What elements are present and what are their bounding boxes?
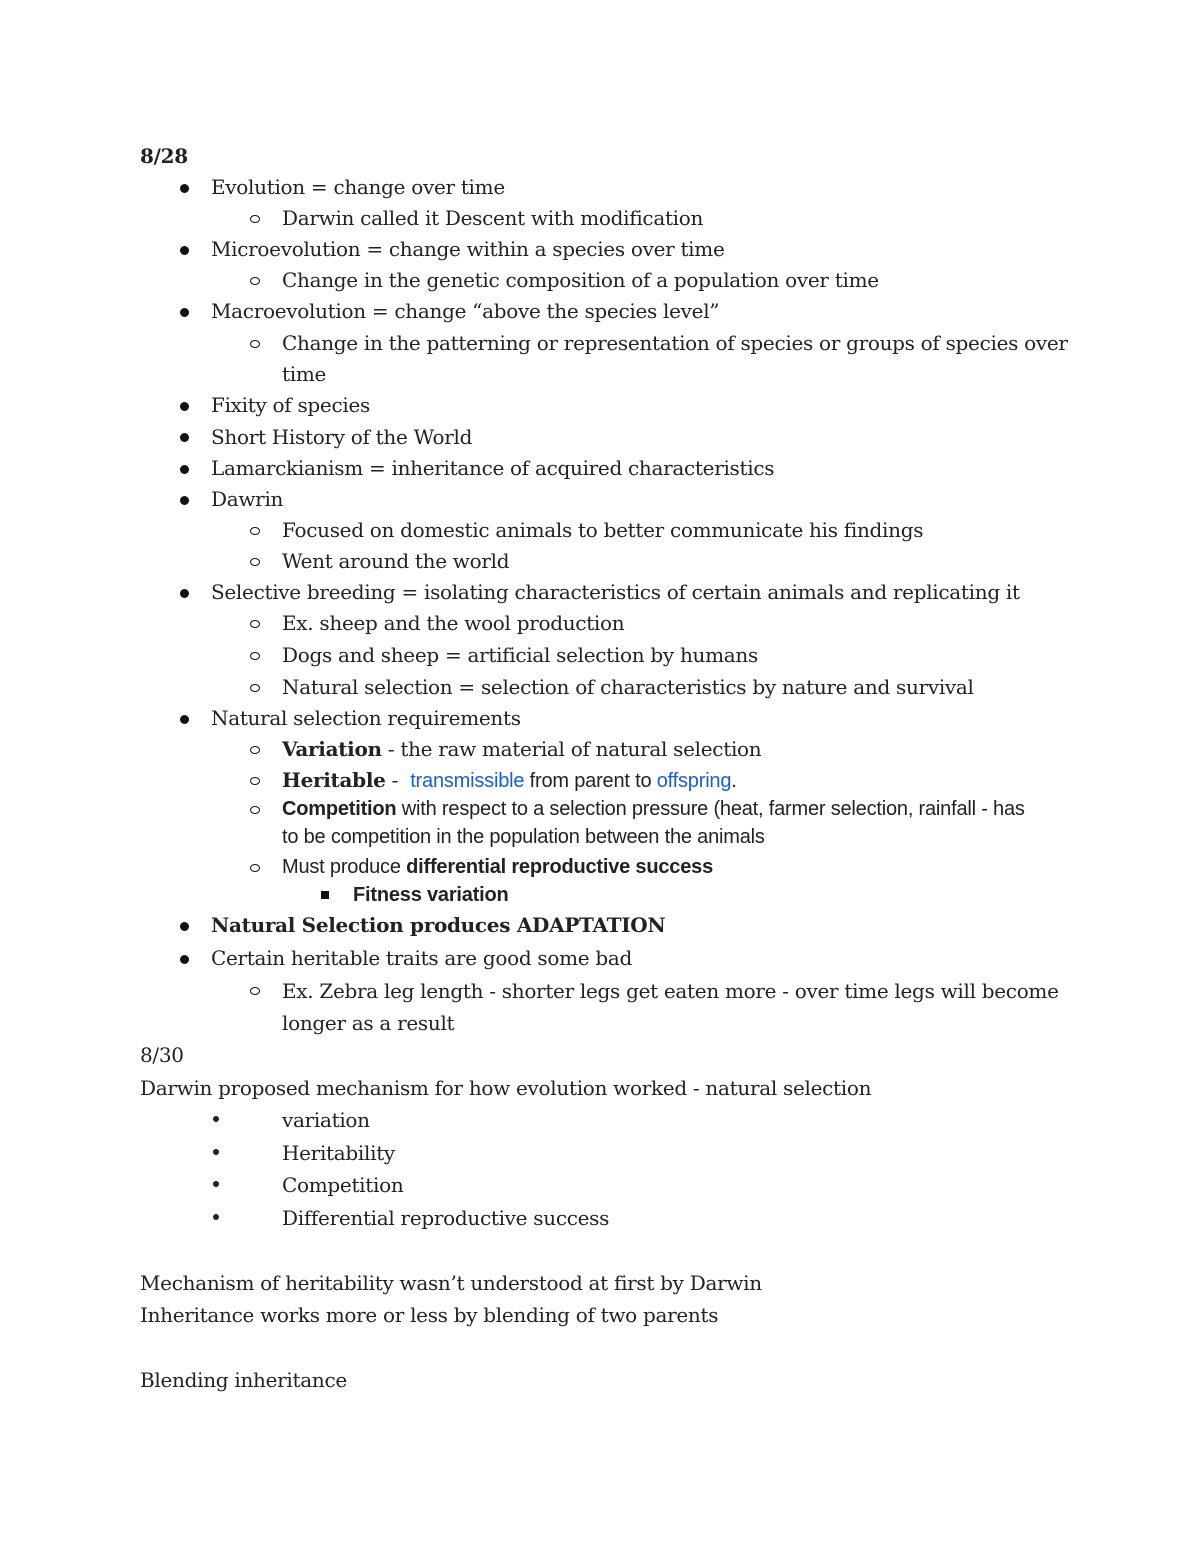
note-microevolution: Microevolution = change within a species over time: [211, 237, 725, 261]
list-item: Differential reproductive success: [282, 1206, 610, 1230]
note-lamarck: Lamarckianism = inheritance of acquired characteristics: [211, 456, 775, 480]
disc-bullet-icon: [180, 496, 189, 505]
note-selective: Selective breeding = isolating characteristics of certain animals and replicating it: [211, 580, 1020, 604]
note-selective-sub2: Dogs and sheep = artificial selection by humans: [282, 643, 758, 667]
req-competition-text: with respect to a selection pressure (heat, farmer selection, rainfall - has: [396, 798, 1025, 820]
dot-bullet-icon: [213, 1181, 219, 1187]
date-heading: 8/30: [140, 1043, 184, 1067]
disc-bullet-icon: [180, 402, 189, 411]
circle-bullet-icon: [250, 806, 260, 814]
note-req-competition: [282, 795, 1025, 823]
req-variation-text: - the raw material of natural selection: [381, 737, 762, 761]
note-heritable-traits: Certain heritable traits are good some bad: [211, 946, 633, 970]
req-heritable-dash: -: [385, 768, 405, 792]
note-zebra: Ex. Zebra leg length - shorter legs get eaten more - over time legs will become: [282, 979, 1059, 1003]
square-bullet-icon: [321, 891, 329, 899]
note-evolution: Evolution = change over time: [211, 175, 505, 199]
note-dawrin-sub2: Went around the world: [282, 549, 510, 573]
note-macroevolution-sub-cont: time: [282, 362, 327, 386]
disc-bullet-icon: [180, 433, 189, 442]
note-adaptation: Natural Selection produces ADAPTATION: [211, 913, 666, 937]
disc-bullet-icon: [180, 922, 189, 931]
note-req-competition-cont: to be competition in the population between the animals: [282, 826, 765, 848]
list-item: variation: [282, 1108, 370, 1132]
circle-bullet-icon: [250, 277, 260, 285]
note-blending: Blending inheritance: [140, 1368, 347, 1392]
circle-bullet-icon: [250, 558, 260, 566]
disc-bullet-icon: [180, 589, 189, 598]
note-dawrin-sub1: Focused on domestic animals to better communicate his findings: [282, 518, 924, 542]
link-offspring[interactable]: offspring: [656, 770, 732, 792]
note-mechanism: Mechanism of heritability wasn’t understood at first by Darwin: [140, 1271, 762, 1295]
dot-bullet-icon: [213, 1214, 219, 1220]
note-fixity: Fixity of species: [211, 393, 370, 417]
req-heritable-end: .: [731, 770, 737, 792]
circle-bullet-icon: [250, 527, 260, 535]
circle-bullet-icon: [250, 684, 260, 692]
note-evolution-sub: Darwin called it Descent with modification: [282, 206, 704, 230]
circle-bullet-icon: [250, 620, 260, 628]
note-history: Short History of the World: [211, 425, 473, 449]
note-requirements: Natural selection requirements: [211, 706, 521, 730]
circle-bullet-icon: [250, 746, 260, 754]
disc-bullet-icon: [180, 465, 189, 474]
circle-bullet-icon: [250, 864, 260, 872]
req-competition-term: Competition: [282, 798, 397, 820]
circle-bullet-icon: [250, 340, 260, 348]
note-inheritance: Inheritance works more or less by blending of two parents: [140, 1303, 719, 1327]
disc-bullet-icon: [180, 955, 189, 964]
link-transmissible[interactable]: transmissible: [410, 770, 525, 792]
disc-bullet-icon: [180, 308, 189, 317]
dot-bullet-icon: [213, 1149, 219, 1155]
note-darwin-proposed: Darwin proposed mechanism for how evolution worked - natural selection: [140, 1076, 872, 1100]
note-req-heritable: [282, 766, 737, 795]
circle-bullet-icon: [250, 215, 260, 223]
note-zebra-cont: longer as a result: [282, 1011, 455, 1035]
note-macroevolution-sub: Change in the patterning or representation of species or groups of species over: [282, 331, 1068, 355]
note-selective-sub3: Natural selection = selection of characteristics by nature and survival: [282, 675, 974, 699]
req-variation-term: Variation: [282, 737, 382, 761]
note-selective-sub1: Ex. sheep and the wool production: [282, 611, 625, 635]
req-differential-term: differential reproductive success: [406, 856, 713, 878]
note-req-variation: [282, 735, 761, 763]
req-differential-pre: Must produce: [282, 856, 407, 878]
note-microevolution-sub: Change in the genetic composition of a population over time: [282, 268, 879, 292]
date-heading: 8/28: [140, 144, 188, 168]
note-req-differential: [282, 853, 713, 881]
disc-bullet-icon: [180, 246, 189, 255]
circle-bullet-icon: [250, 777, 260, 785]
list-item: Heritability: [282, 1141, 395, 1165]
disc-bullet-icon: [180, 184, 189, 193]
circle-bullet-icon: [250, 987, 260, 995]
disc-bullet-icon: [180, 715, 189, 724]
note-macroevolution: Macroevolution = change “above the species level”: [211, 299, 720, 323]
circle-bullet-icon: [250, 652, 260, 660]
note-dawrin: Dawrin: [211, 487, 284, 511]
list-item: Competition: [282, 1173, 404, 1197]
dot-bullet-icon: [213, 1116, 219, 1122]
req-heritable-term: Heritable: [282, 768, 386, 792]
req-heritable-mid: from parent to: [524, 770, 657, 792]
note-fitness-variation: Fitness variation: [353, 884, 509, 906]
